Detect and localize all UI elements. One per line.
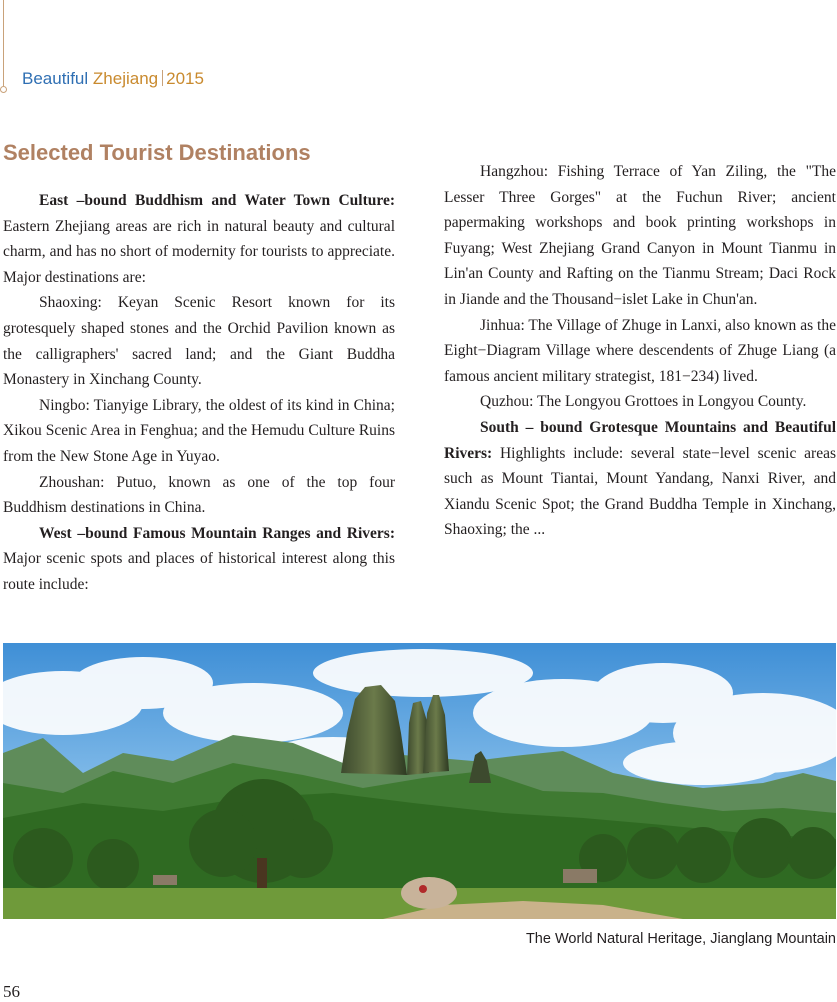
photo-caption: The World Natural Heritage, Jianglang Mountain	[525, 931, 836, 947]
right-column	[444, 159, 836, 543]
heading-east-bound: East –bound Buddhism and Water Town Culture:	[39, 192, 395, 209]
heading-west-bound: West –bound Famous Mountain Ranges and Rivers:	[39, 524, 395, 542]
body-west-bound: Major scenic spots and places of historical interest along this route include:	[3, 550, 395, 593]
header-word-beautiful: Beautiful	[22, 69, 89, 88]
building-left	[153, 875, 177, 885]
body-east-bound: Eastern Zhejiang areas are rich in natural beauty and cultural charm, and has no short of modernity for tourists to appreciate. Major destinations are:	[3, 217, 395, 286]
header-word-zhejiang: Zhejiang	[92, 69, 159, 88]
header-year: 2015	[166, 69, 204, 88]
page-number: 56	[3, 982, 20, 1001]
building	[563, 869, 597, 883]
body-south-bound: Highlights include: several state−level scenic areas such as Mount Tiantai, Mount Yandang, Nanxi River, and Xiandu Scenic Spot; the Grand Buddha Temple in Xinchang, Shaoxing; the ...	[444, 444, 836, 539]
section-title: Selected Tourist Destinations	[3, 140, 311, 165]
heading-south-bound: South – bound Grotesque Mountains and Beautiful Rivers:	[444, 418, 836, 462]
marker-stone-emblem	[419, 885, 427, 893]
paragraph-shaoxing: Shaoxing: Keyan Scenic Resort known for its grotesquely shaped stones and the Orchid Pavilion known as the calligraphers' sacred land; and the Giant Buddha Monastery in Xinchang County.	[3, 294, 395, 389]
paragraph-ningbo: Ningbo: Tianyige Library, the oldest of its kind in China; Xikou Scenic Area in Fenghua; and the Hemudu Culture Ruins from the New Stone Age in Yuyao.	[3, 396, 395, 465]
paragraph-south-bound	[444, 415, 836, 543]
paragraph-jinhua: Jinhua: The Village of Zhuge in Lanxi, also known as the Eight−Diagram Village where descendents of Zhuge Liang (a famous ancient military strategist, 181−234) lived.	[444, 316, 836, 385]
paragraph-quzhou: Quzhou: The Longyou Grottoes in Longyou County.	[480, 393, 807, 411]
landscape-photo	[3, 643, 836, 919]
paragraph-zhoushan: Zhoushan: Putuo, known as one of the top four Buddhism destinations in China.	[3, 473, 395, 517]
paragraph-hangzhou: Hangzhou: Fishing Terrace of Yan Ziling, the "The Lesser Three Gorges" at the Fuchun River; ancient papermaking workshops and book printing workshops in Fuyang; West Zhejiang Grand Canyon in Mount Tianmu in Lin'an County and Rafting on the Tianmu Stream; Daci Rock in Jiande and the Thousand−islet Lake in Chun'an.	[444, 163, 836, 308]
marker-stone	[401, 877, 457, 909]
